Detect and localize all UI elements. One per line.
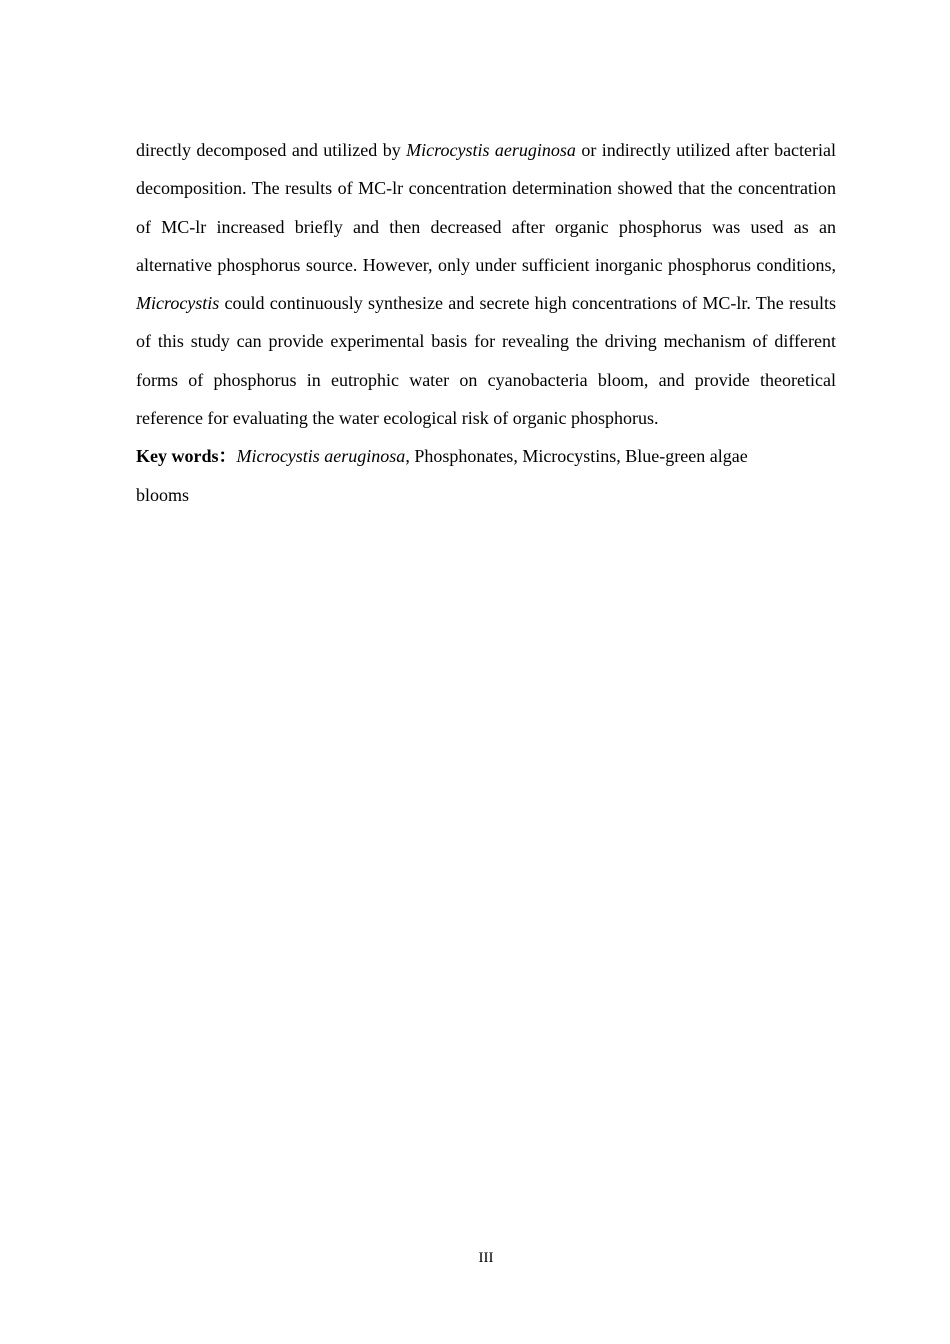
- keywords-last: blooms: [136, 484, 190, 505]
- keywords-line: [136, 437, 836, 514]
- abstract-paragraph: [136, 131, 836, 437]
- abstract-text-3: could continuously synthesize and secrete high concentrations of MC-lr. The results of this study can provide experimental basis for revealing the driving mechanism of different forms of phosphorus in eutrophic water on cyanobacteria bloom, and provide theoretical reference for evaluating the water ecological risk of organic phosphorus.: [136, 293, 836, 429]
- keywords-rest: , Phosphonates, Microcystins, Blue-green algae: [405, 446, 748, 467]
- keyword-species-italic: Microcystis aeruginosa: [236, 446, 406, 467]
- species-name-italic: Microcystis aeruginosa: [406, 140, 576, 160]
- abstract-text-1: directly decomposed and utilized by: [136, 140, 407, 160]
- genus-name-italic: Microcystis: [136, 293, 220, 314]
- abstract-body: [136, 131, 836, 514]
- keywords-label: Key words：: [136, 446, 237, 467]
- abstract-text-2: or indirectly utilized after bacterial decomposition. The results of MC-lr concentration determination showed that the concentration of MC-lr increased briefly and then decreased after organic phosphorus was used as an alternative phosphorus source. However, only under sufficient inorganic phosphorus conditions,: [136, 140, 837, 275]
- page-number: III: [478, 1250, 494, 1266]
